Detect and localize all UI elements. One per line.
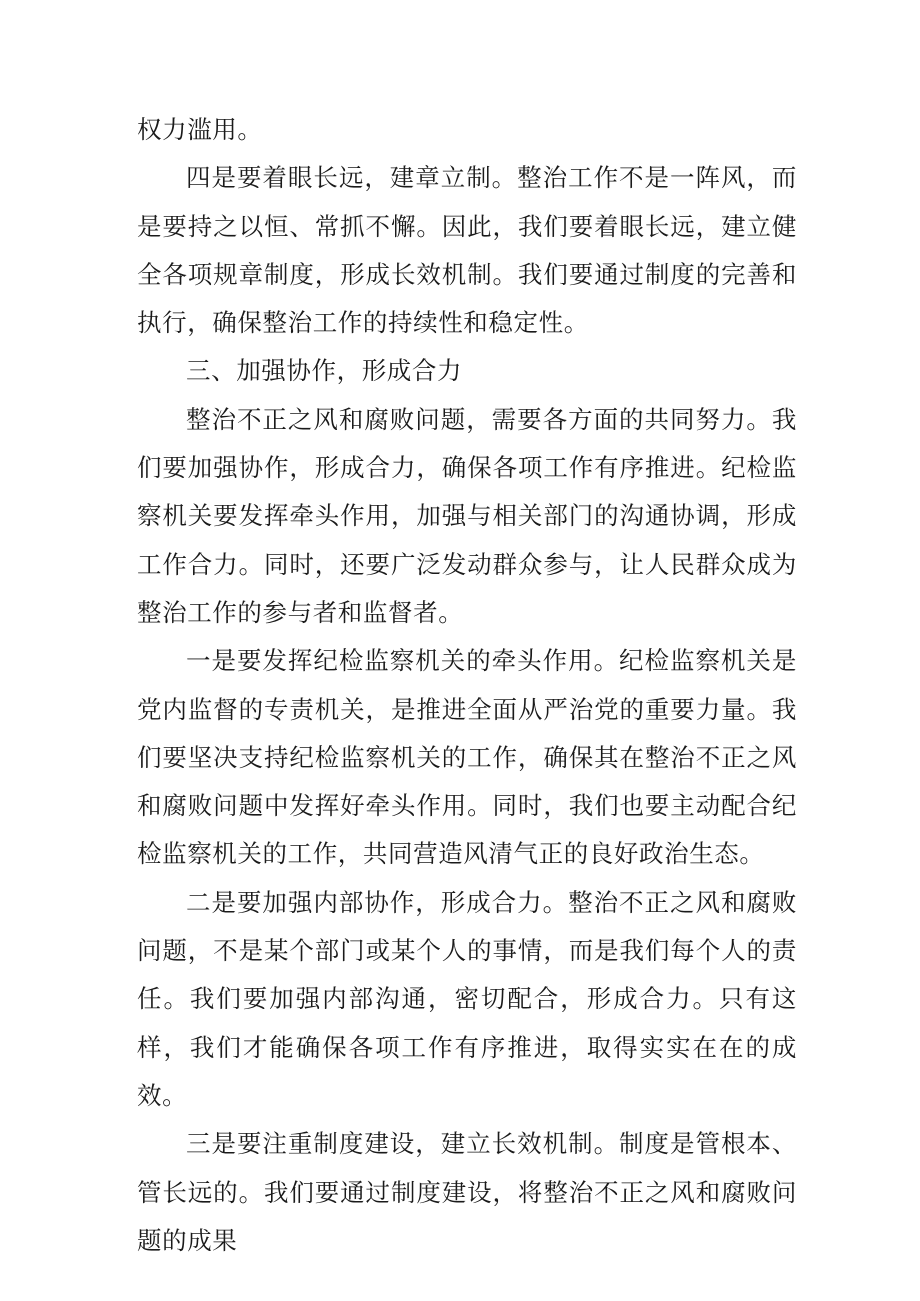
document-body <box>137 106 797 1265</box>
paragraph-point-one: 一是要发挥纪检监察机关的牵头作用。纪检监察机关是党内监督的专责机关，是推进全面从严治党的重要力量。我们要坚决支持纪检监察机关的工作，确保其在整治不正之风和腐败问题中发挥好牵头作用。同时，我们也要主动配合纪检监察机关的工作，共同营造风清气正的良好政治生态。 <box>137 646 797 869</box>
paragraph-section-intro: 整治不正之风和腐败问题，需要各方面的共同努力。我们要加强协作，形成合力，确保各项工作有序推进。纪检监察机关要发挥牵头作用，加强与相关部门的沟通协调，形成工作合力。同时，还要广泛发动群众参与，让人民群众成为整治工作的参与者和监督者。 <box>137 404 797 627</box>
paragraph-continuation: 权力滥用。 <box>137 115 263 144</box>
paragraph-point-four: 四是要着眼长远，建章立制。整治工作不是一阵风，而是要持之以恒、常抓不懈。因此，我们要着眼长远，建立健全各项规章制度，形成长效机制。我们要通过制度的完善和执行，确保整治工作的持续性和稳定性。 <box>137 163 797 338</box>
paragraph-point-three: 三是要注重制度建设，建立长效机制。制度是管根本、管长远的。我们要通过制度建设，将整治不正之风和腐败问题的成果 <box>137 1129 797 1255</box>
section-heading: 三、加强协作，形成合力 <box>186 356 463 386</box>
paragraph-point-two: 二是要加强内部协作，形成合力。整治不正之风和腐败问题，不是某个部门或某个人的事情，而是我们每个人的责任。我们要加强内部沟通，密切配合，形成合力。只有这样，我们才能确保各项工作有序推进，取得实实在在的成效。 <box>137 887 797 1110</box>
